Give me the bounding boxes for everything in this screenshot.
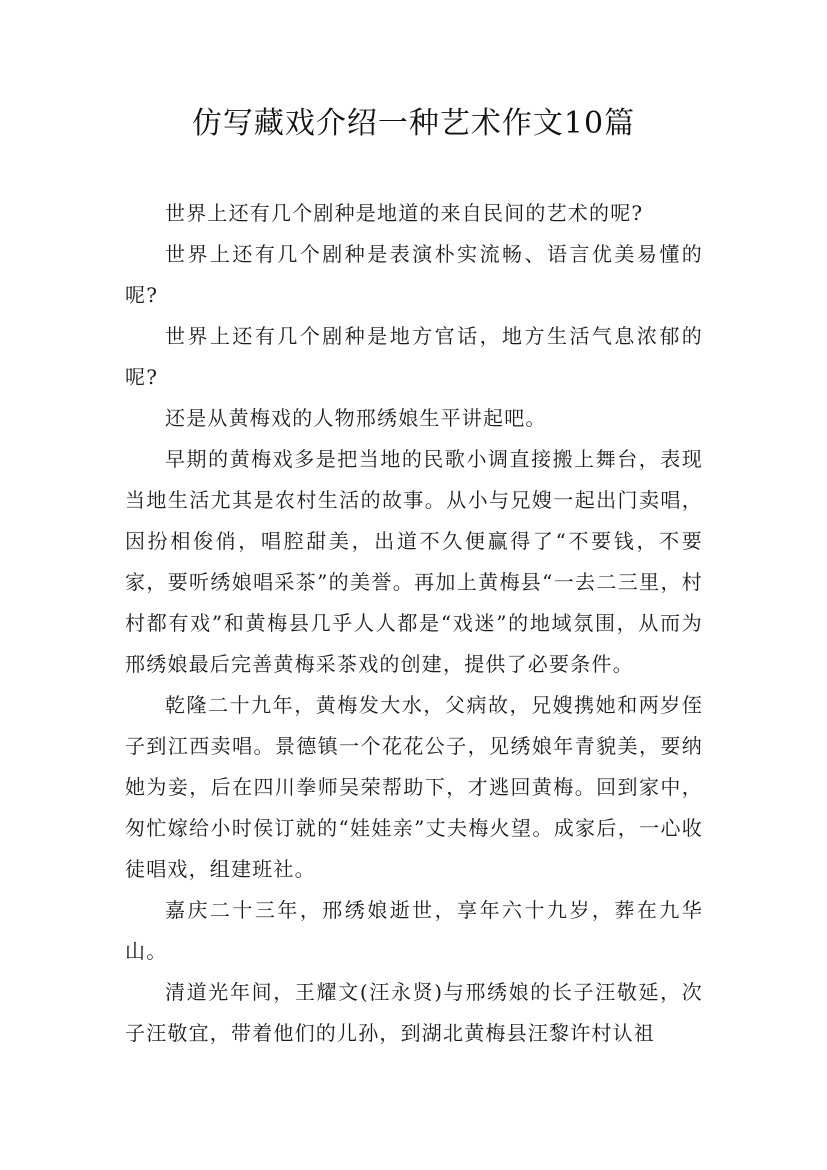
paragraph: 早期的黄梅戏多是把当地的民歌小调直接搬上舞台，表现当地生活尤其是农村生活的故事。从小与兄嫂一起出门卖唱，因扮相俊俏，唱腔甜美，出道不久便赢得了“不要钱，不要家，要听绣娘唱采茶”的美誉。再加上黄梅县“一去二三里，村村都有戏”和黄梅县几乎人人都是“戏迷”的地域氛围，从而为邢绣娘最后完善黄梅采茶戏的创建，提供了必要条件。 <box>125 447 703 676</box>
document-body <box>125 193 703 1054</box>
paragraph: 还是从黄梅戏的人物邢绣娘生平讲起吧。 <box>165 406 547 430</box>
paragraph: 世界上还有几个剧种是地方官话，地方生活气息浓郁的呢? <box>125 324 703 389</box>
document-title: 仿写藏戏介绍一种艺术作文10篇 <box>191 106 636 141</box>
paragraph: 世界上还有几个剧种是地道的来自民间的艺术的呢? <box>165 201 644 225</box>
paragraph: 嘉庆二十三年，邢绣娘逝世，享年六十九岁，葬在九华山。 <box>125 898 703 963</box>
paragraph: 清道光年间，王耀文(汪永贤)与邢绣娘的长子汪敬延，次子汪敬宜，带着他们的儿孙，到湖北黄梅县汪黎许村认祖 <box>125 980 703 1045</box>
paragraph: 乾隆二十九年，黄梅发大水，父病故，兄嫂携她和两岁侄子到江西卖唱。景德镇一个花花公子，见绣娘年青貌美，要纳她为妾，后在四川拳师吴荣帮助下，才逃回黄梅。回到家中，匆忙嫁给小时侯订就的“娃娃亲”丈夫梅火望。成家后，一心收徒唱戏，组建班社。 <box>125 693 703 881</box>
paragraph: 世界上还有几个剧种是表演朴实流畅、语言优美易懂的呢? <box>125 242 703 307</box>
